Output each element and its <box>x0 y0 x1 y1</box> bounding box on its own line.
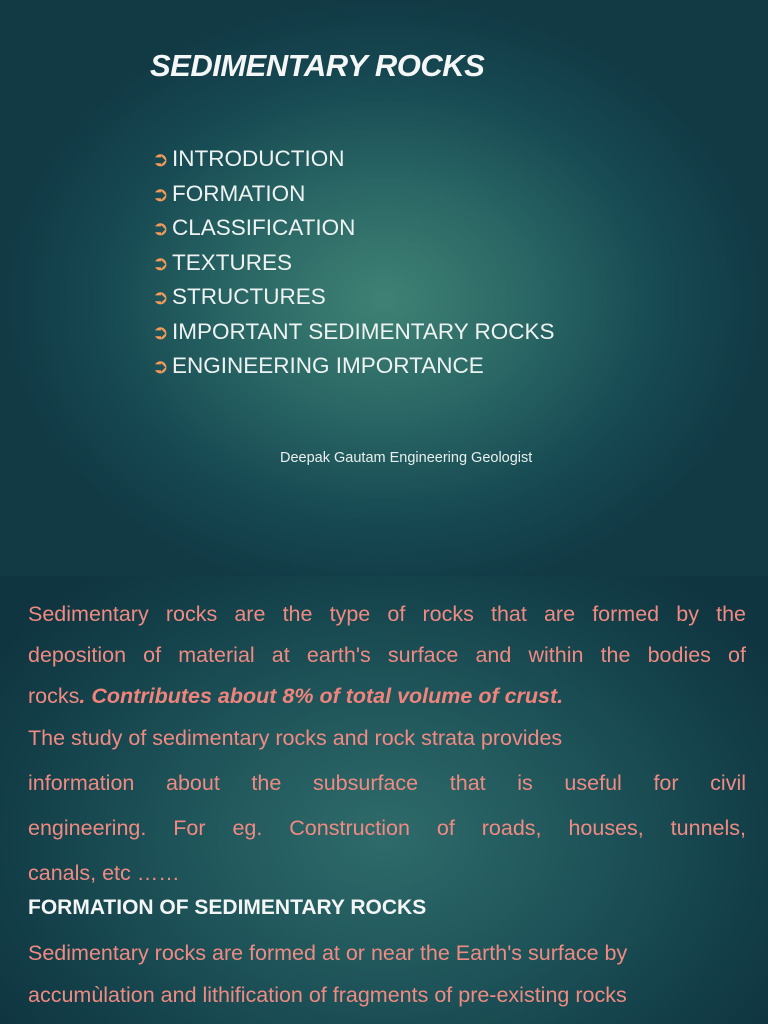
arrow-bullet-icon: ➲ <box>152 252 169 275</box>
topic-textures <box>152 248 555 283</box>
topic-label: STRUCTURES <box>172 284 326 309</box>
content-slide <box>0 576 768 1024</box>
formation-paragraph <box>28 932 746 1016</box>
topic-label: CLASSIFICATION <box>172 215 356 240</box>
author-credit: Deepak Gautam Engineering Geologist <box>280 450 533 466</box>
formation-line: Sedimentary rocks are formed at or near the Earth's surface by <box>28 941 628 965</box>
arrow-bullet-icon: ➲ <box>152 321 169 344</box>
topic-engineering-importance <box>152 351 555 386</box>
definition-paragraph <box>28 594 746 717</box>
study-line: canals, etc …… <box>28 861 180 885</box>
definition-line <box>28 676 746 717</box>
topic-important-rocks <box>152 317 555 352</box>
topic-formation <box>152 179 555 214</box>
formation-heading: FORMATION OF SEDIMENTARY ROCKS <box>28 896 427 919</box>
arrow-bullet-icon: ➲ <box>152 218 169 240</box>
arrow-bullet-icon: ➲ <box>152 356 169 378</box>
definition-text: rocks <box>28 684 80 708</box>
study-line: information about the subsurface that is useful for civil <box>28 771 746 795</box>
study-paragraph <box>28 716 746 896</box>
topic-label: INTRODUCTION <box>172 146 345 171</box>
definition-line: Sedimentary rocks are the type of rocks that are formed by the <box>28 602 746 626</box>
topic-structures <box>152 282 555 317</box>
study-line: engineering. For eg. Construction of roads, houses, tunnels, <box>28 816 746 840</box>
topics-list <box>152 144 555 386</box>
topic-introduction <box>152 144 555 179</box>
arrow-bullet-icon: ➲ <box>152 149 169 171</box>
topic-label: TEXTURES <box>172 249 293 275</box>
slide-title: SEDIMENTARY ROCKS <box>150 48 485 83</box>
definition-line: deposition of material at earth's surface and within the bodies of <box>28 643 746 667</box>
formation-line: accumùlation and lithification of fragments of pre-existing rocks <box>28 983 627 1007</box>
topic-label: FORMATION <box>172 180 306 206</box>
arrow-bullet-icon: ➲ <box>152 287 169 309</box>
crust-volume-emphasis: . Contributes about 8% of total volume of crust. <box>79 684 564 708</box>
study-line: The study of sedimentary rocks and rock strata provides <box>28 726 563 750</box>
topic-label: IMPORTANT SEDIMENTARY ROCKS <box>172 318 555 344</box>
topic-classification <box>152 213 555 248</box>
topic-label: ENGINEERING IMPORTANCE <box>172 353 484 378</box>
arrow-bullet-icon: ➲ <box>152 183 169 206</box>
